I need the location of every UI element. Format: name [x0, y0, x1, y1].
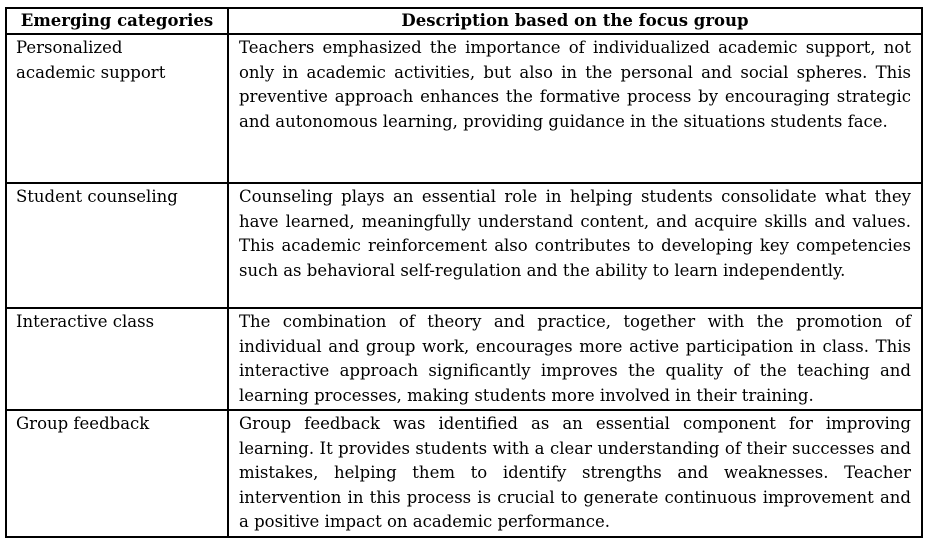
description-cell: Group feedback was identified as an essential component for improving learning. It provides students with a clear understanding of their successes and mistakes, helping them to identify strengths and weaknesses. Teacher intervention in this process is crucial to generate continuous improvement and a positive impact on academic performance.: [228, 410, 922, 537]
table-header-row: [6, 8, 922, 34]
description-cell: The combination of theory and practice, together with the promotion of individual and group work, encourages more active participation in class. This interactive approach significantly improves the quality of the teaching and learning processes, making students more involved in their training.: [228, 308, 922, 410]
table-row: [6, 308, 922, 410]
description-cell: Teachers emphasized the importance of individualized academic support, not only in academic activities, but also in the personal and social spheres. This preventive approach enhances the formative process by encouraging strategic and autonomous learning, providing guidance in the situations students face.: [228, 34, 922, 183]
category-cell: Personalized academic support: [6, 34, 228, 183]
table-row: [6, 183, 922, 308]
category-cell: Student counseling: [6, 183, 228, 308]
header-emerging-categories: Emerging categories: [6, 8, 228, 34]
category-cell: Group feedback: [6, 410, 228, 537]
header-description: Description based on the focus group: [228, 8, 922, 34]
table-row: [6, 34, 922, 183]
focus-group-table: [5, 7, 923, 538]
description-cell: Counseling plays an essential role in helping students consolidate what they have learned, meaningfully understand content, and acquire skills and values. This academic reinforcement also contributes to developing key competencies such as behavioral self-regulation and the ability to learn independently.: [228, 183, 922, 308]
category-cell: Interactive class: [6, 308, 228, 410]
